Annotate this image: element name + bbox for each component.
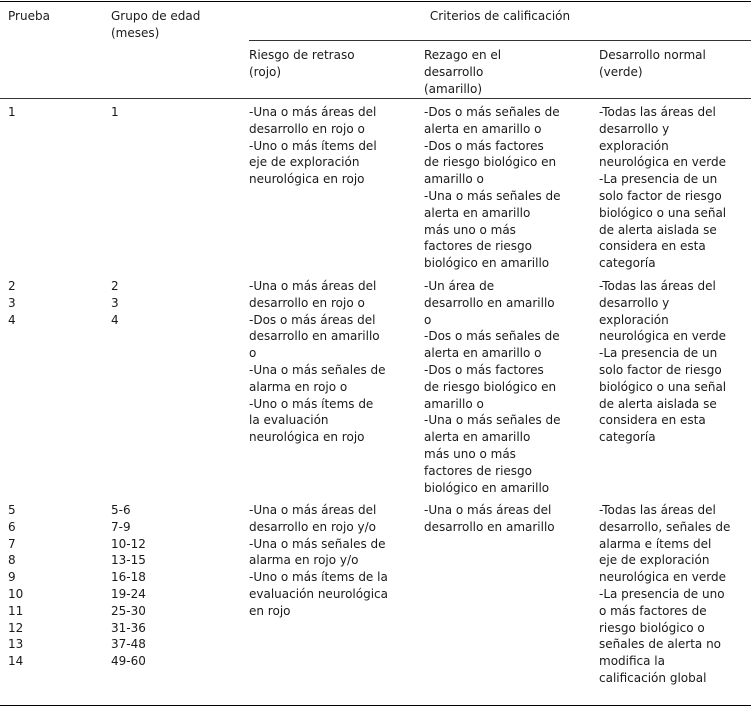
cell-rezago: -Un área de desarrollo en amarillo o -Dos o más señales de alerta en amarillo o -Dos o más factores de riesgo biológico en amarillo o -Una o más señales de alerta en amarillo más uno o más factores de riesgo biológico en amarillo [424, 279, 561, 495]
cell-normal: -Todas las áreas del desarrollo y exploración neurológica en verde -La presencia de un solo factor de riesgo biológico o una señal de alerta aislada se considera en esta categoría [599, 105, 727, 271]
header-riesgo: Riesgo de retraso (rojo) [249, 48, 355, 79]
header-normal: Desarrollo normal (verde) [599, 48, 706, 79]
header-criterios: Criterios de calificación [429, 9, 571, 23]
cell-prueba: 2 3 4 [8, 279, 16, 327]
cell-grupo: 2 3 4 [111, 279, 119, 327]
cell-prueba: 1 [8, 105, 16, 119]
cell-normal: -Todas las áreas del desarrollo y exploración neurológica en verde -La presencia de un solo factor de riesgo biológico o una señal de alerta aislada se considera en esta categoría [599, 279, 727, 445]
cell-grupo: 5-6 7-9 10-12 13-15 16-18 19-24 25-30 31-36 37-48 49-60 [111, 503, 146, 669]
bottom-rule [0, 705, 751, 706]
header-grupo-edad: Grupo de edad (meses) [111, 9, 201, 40]
cell-normal: -Todas las áreas del desarrollo, señales de alarma e ítems del eje de exploración neurológica en verde -La presencia de uno o más factores de riesgo biológico o señales de alerta no modifica la calificación global [599, 503, 731, 685]
cell-grupo: 1 [111, 105, 119, 119]
header-bottom-rule [0, 98, 751, 99]
cell-riesgo: -Una o más áreas del desarrollo en rojo y/o -Una o más señales de alarma en rojo y/o -Uno o más ítems de la evaluación neurológica en rojo [249, 503, 389, 618]
header-prueba: Prueba [8, 9, 50, 23]
cell-riesgo: -Una o más áreas del desarrollo en rojo o -Uno o más ítems del eje de exploración neurológica en rojo [249, 105, 377, 187]
criteria-underline [249, 40, 751, 41]
cell-rezago: -Dos o más señales de alerta en amarillo o -Dos o más factores de riesgo biológico en amarillo o -Una o más señales de alerta en amarillo más uno o más factores de riesgo biológico en amarillo [424, 105, 561, 271]
cell-prueba: 5 6 7 8 9 10 11 12 13 14 [8, 503, 24, 669]
header-rezago: Rezago en el desarrollo (amarillo) [424, 48, 502, 96]
cell-rezago: -Una o más áreas del desarrollo en amarillo [424, 503, 555, 534]
cell-riesgo: -Una o más áreas del desarrollo en rojo o -Dos o más áreas del desarrollo en amarillo o -Una o más señales de alarma en rojo o -Uno o más ítems de la evaluación neurológica en rojo [249, 279, 386, 445]
top-rule [0, 1, 751, 2]
